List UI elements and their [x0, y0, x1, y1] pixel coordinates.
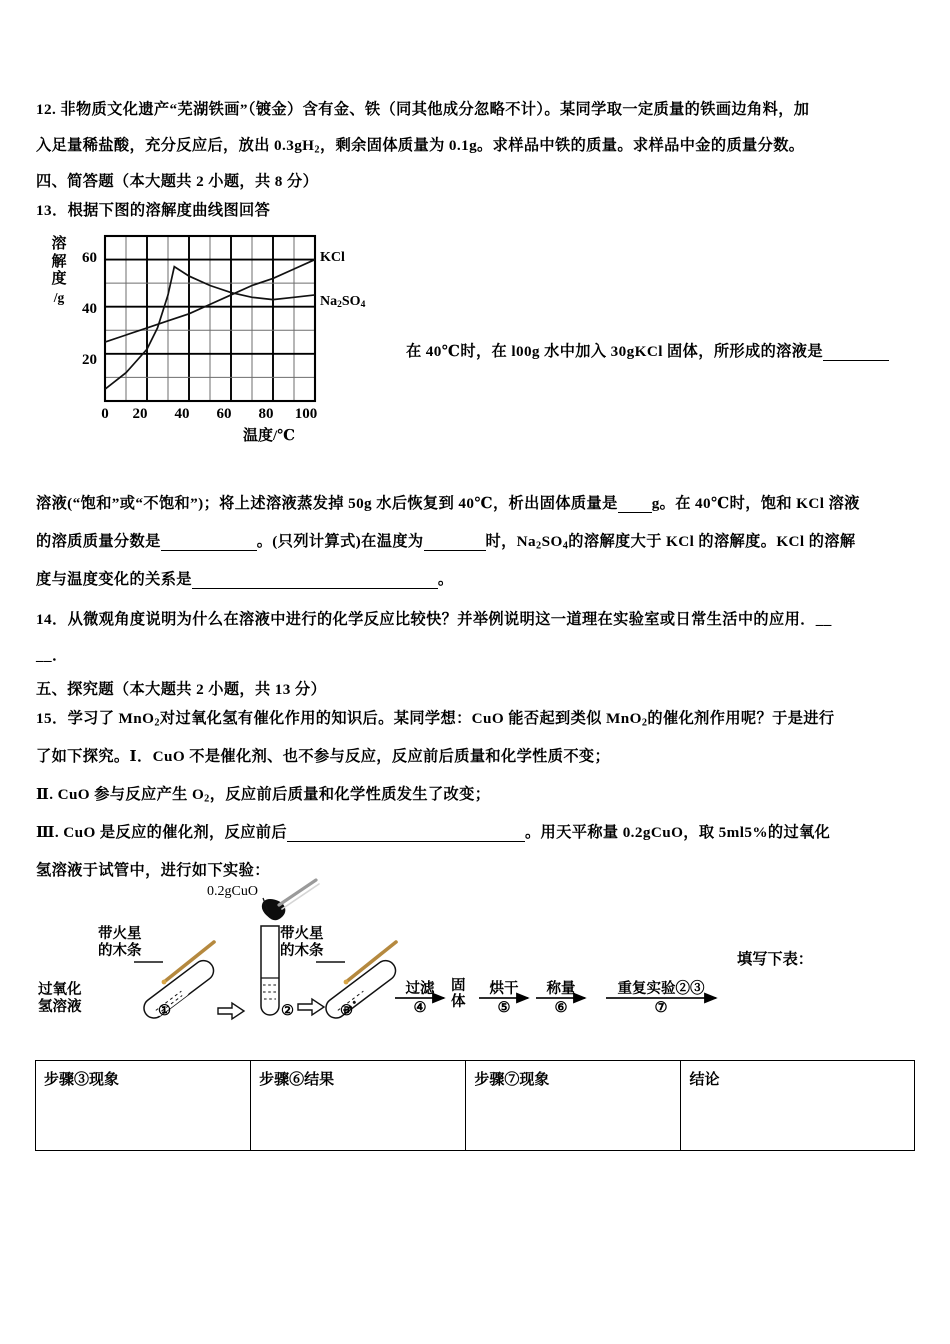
question-14-line-2[interactable]: __．	[36, 647, 68, 664]
question-15-line-4	[36, 821, 830, 842]
q15-l1-c: 的催化剂作用呢？于是进行	[647, 710, 835, 727]
reagent-label-line-1: 过氧化	[38, 982, 82, 998]
q13-blank-4[interactable]	[192, 574, 438, 589]
table-header-row	[36, 1061, 915, 1151]
q13-blank-3[interactable]	[424, 536, 486, 551]
question-13-cont-line-2	[36, 530, 855, 551]
q13-cont1-b: g。在 40℃时，饱和 KCl 溶液	[651, 495, 860, 512]
question-13-cont-line-3	[36, 568, 453, 589]
y-tick-40: 40	[82, 301, 97, 317]
y-axis-char-3: 度	[51, 271, 67, 287]
table-header-step3[interactable]: 步骤③现象	[36, 1061, 251, 1151]
splint-label-2-line-1: 带火星	[280, 926, 324, 942]
arrow-number-7: ⑦	[654, 1000, 668, 1016]
q15-mno2-sub-1: 2	[154, 717, 160, 729]
arrow-label-weigh: 称量	[546, 981, 576, 997]
question-14-line-1	[36, 608, 832, 629]
arrow-number-4: ④	[413, 1000, 427, 1016]
q12-text-b: ，剩余固体质量为 0.1g。求样品中铁的质量。求样品中金的质量分数。	[319, 137, 805, 154]
y-tick-20: 20	[82, 352, 97, 368]
splint-label-2	[280, 926, 324, 960]
series-label-na2so4: $Na_2SO_4$	[320, 294, 366, 311]
q13-so4-subscript: 4	[562, 540, 569, 552]
q15-blank-1[interactable]	[287, 827, 525, 842]
hollow-arrow-1	[218, 1003, 244, 1019]
q13-cont3-a: 度与温度变化的关系是	[36, 571, 192, 588]
solid-label-line-1: 固	[451, 978, 466, 994]
q14-tail-blank[interactable]: __	[815, 611, 832, 628]
solid-label-line-2: 体	[451, 994, 466, 1010]
x-tick-100: 100	[294, 406, 318, 422]
spatula-with-cuo	[262, 880, 319, 920]
test-tube-3	[322, 957, 400, 1022]
test-tube-2	[261, 926, 279, 1015]
step-number-2: ②	[281, 1003, 294, 1019]
question-13-right-text	[406, 340, 889, 361]
reagent-label	[38, 982, 82, 1016]
arrow-label-repeat: 重复实验②③	[617, 981, 705, 997]
question-15-line-5: 氢溶液于试管中，进行如下实验：	[36, 862, 270, 879]
arrow-label-filter: 过滤	[405, 981, 435, 997]
table-header-conclusion[interactable]: 结论	[681, 1061, 915, 1151]
x-tick-60: 60	[216, 406, 232, 422]
chart-gridlines	[105, 236, 315, 401]
question-15-line-1	[36, 707, 834, 728]
chart-plot-area	[48, 228, 398, 460]
q13-cont2-b: 。(只列计算式)在温度为	[256, 533, 424, 550]
experiment-flow-diagram	[36, 878, 736, 1048]
reagent-label-line-2: 氢溶液	[38, 999, 82, 1015]
hollow-arrow-2	[298, 999, 324, 1015]
q13-cont2-e: 的溶解度大于 KCl 的溶解度。KCl 的溶解	[568, 533, 856, 550]
question-13-stem: 13．根据下图的溶解度曲线图回答	[36, 202, 271, 219]
splint-label-1-line-2: 的木条	[98, 943, 142, 959]
question-13-cont-line-1	[36, 492, 860, 513]
y-tick-60: 60	[82, 250, 97, 266]
splint-label-1	[98, 926, 142, 960]
q13-blank-0[interactable]	[823, 346, 889, 361]
question-12-line-2	[36, 134, 804, 155]
y-axis-char-1: 溶	[51, 236, 67, 252]
step-number-1: ①	[158, 1003, 171, 1019]
arrow-number-5: ⑤	[497, 1000, 511, 1016]
q13-cont2-d: SO	[541, 533, 563, 550]
q15-l3-b: ，反应前后质量和化学性质发生了改变；	[209, 786, 491, 803]
y-axis-char-2: 解	[51, 253, 67, 270]
y-axis-unit: /g	[53, 289, 65, 305]
cuo-mass-label: 0.2gCuO	[207, 884, 258, 899]
q15-l4-b: 。用天平称量 0.2gCuO，取 5ml5%的过氧化	[524, 824, 831, 841]
section-4-heading: 四、简答题（本大题共 2 小题，共 8 分）	[36, 173, 319, 190]
arrow-label-dry: 烘干	[489, 981, 519, 997]
splint-label-2-line-2: 的木条	[280, 943, 324, 959]
table-header-step7[interactable]: 步骤⑦现象	[466, 1061, 681, 1151]
q13-na-subscript: 2	[536, 540, 542, 552]
q12-h2-subscript: 2	[314, 144, 320, 156]
x-tick-40: 40	[174, 406, 190, 422]
fill-table-note: 填写下表：	[737, 951, 813, 968]
q15-o2-sub: 2	[204, 793, 210, 805]
q15-l4-a: Ⅲ. CuO 是反应的催化剂，反应前后	[36, 824, 287, 841]
step-number-3: ③	[340, 1003, 353, 1019]
question-12-line-1: 12. 非物质文化遗产“芜湖铁画”（镀金）含有金、铁（同其他成分忽略不计）。某同学取一定质量的铁画边角料，加	[36, 101, 810, 118]
q13-right-text-span: 在 40℃时，在 l00g 水中加入 30gKCl 固体，所形成的溶液是	[406, 343, 823, 360]
answer-table	[35, 1060, 915, 1151]
x-tick-0: 0	[101, 406, 109, 422]
q13-cont1-a: 溶液(“饱和”或“不饱和”)；将上述溶液蒸发掉 50g 水后恢复到 40℃，析出固体质量是	[36, 495, 618, 512]
q13-cont2-c: 时，Na	[485, 533, 537, 550]
chart-x-axis-label: 温度/℃	[243, 428, 296, 444]
solid-label	[451, 978, 466, 1010]
experiment-diagram-graphics	[36, 878, 736, 1048]
q15-mno2-sub-2: 2	[641, 717, 648, 729]
question-15-line-3	[36, 783, 490, 804]
q15-l1-a: 15．学习了 MnO	[36, 710, 155, 727]
q12-text-a: 入足量稀盐酸，充分反应后，放出 0.3gH	[36, 137, 315, 154]
q13-cont2-a: 的溶质质量分数是	[36, 533, 161, 550]
x-tick-20: 20	[132, 406, 148, 422]
table-header-step6[interactable]: 步骤⑥结果	[251, 1061, 466, 1151]
q15-l3-a: Ⅱ. CuO 参与反应产生 O	[36, 786, 205, 803]
question-15-line-2: 了如下探究。Ⅰ．CuO 不是催化剂、也不参与反应，反应前后质量和化学性质不变；	[36, 748, 611, 765]
x-tick-80: 80	[258, 406, 274, 422]
section-5-heading: 五、探究题（本大题共 2 小题，共 13 分）	[36, 681, 327, 698]
solubility-curve-chart	[48, 228, 398, 460]
q14-text: 14．从微观角度说明为什么在溶液中进行的化学反应比较快？并举例说明这一道理在实验室或日常生活中的应用．	[36, 611, 816, 628]
q13-blank-2[interactable]	[161, 536, 257, 551]
arrow-number-6: ⑥	[554, 1000, 568, 1016]
q15-l1-b: 对过氧化氢有催化作用的知识后。某同学想：CuO 能否起到类似 MnO	[159, 710, 642, 727]
splint-label-1-line-1: 带火星	[98, 926, 142, 942]
series-label-kcl: KCl	[320, 250, 345, 265]
q13-cont3-b: 。	[437, 571, 454, 588]
test-tube-1	[140, 957, 218, 1022]
q13-blank-1[interactable]	[618, 498, 652, 513]
